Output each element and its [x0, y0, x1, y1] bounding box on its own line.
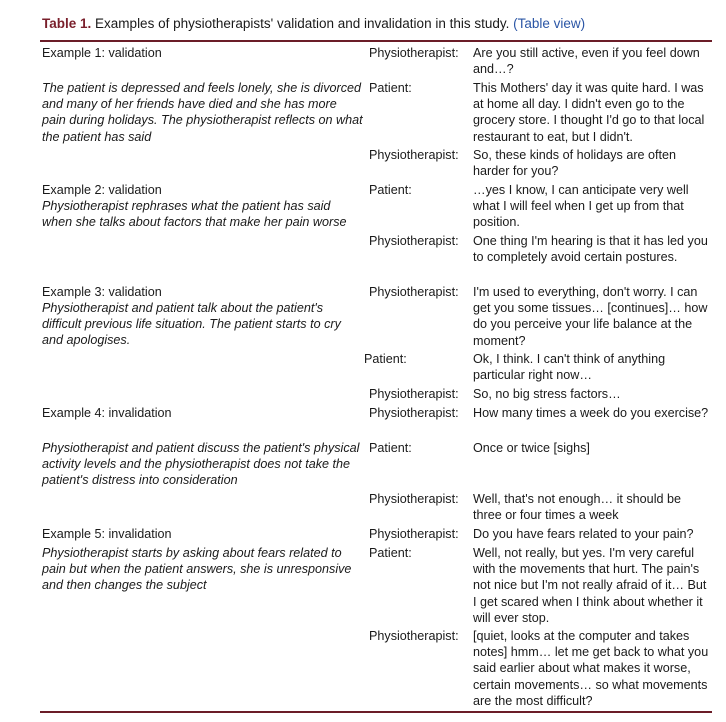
dialogue-speaker: Patient:: [369, 81, 412, 95]
example-1-title: Example 1: validation: [42, 46, 162, 60]
dialogue-speaker: Physiotherapist:: [369, 492, 459, 506]
dialogue-utterance: How many times a week do you exercise?: [473, 406, 709, 420]
dialogue-speaker: Physiotherapist:: [369, 527, 459, 541]
dialogue-utterance: Are you still active, even if you feel down and…?: [473, 46, 700, 77]
example-1-description: The patient is depressed and feels lonely, she is divorced and many of her friends have died and she has more pain during holidays. The physiotherapist reflects on what the patient has said: [42, 81, 363, 144]
dialogue-utterance: So, these kinds of holidays are often harder for you?: [473, 148, 677, 179]
table-caption-text: Examples of physiotherapists' validation and invalidation in this study.: [95, 16, 510, 31]
example-4-title: Example 4: invalidation: [42, 406, 172, 420]
dialogue-speaker: Patient:: [369, 183, 412, 197]
dialogue-utterance: Ok, I think. I can't think of anything particular right now…: [473, 352, 666, 383]
dialogue-speaker: Patient:: [364, 352, 407, 366]
dialogue-speaker: Physiotherapist:: [369, 148, 459, 162]
dialogue-utterance: I'm used to everything, don't worry. I can get you some tissues… [continues]… how do you perceive your life balance at the moment?: [473, 285, 708, 348]
dialogue-speaker: Physiotherapist:: [369, 629, 459, 643]
example-3-description: Physiotherapist and patient talk about the patient's difficult previous life situation. The patient starts to cry and apologises.: [42, 301, 341, 348]
dialogue-utterance: So, no big stress factors…: [473, 387, 621, 401]
table-bottom-rule: [40, 711, 712, 713]
example-3-title: Example 3: validation: [42, 285, 162, 299]
dialogue-speaker: Physiotherapist:: [369, 234, 459, 248]
dialogue-utterance: One thing I'm hearing is that it has led you to completely avoid certain postures.: [473, 234, 708, 265]
dialogue-utterance: Once or twice [sighs]: [473, 441, 590, 455]
table-label: Table 1.: [42, 16, 92, 31]
dialogue-speaker: Physiotherapist:: [369, 387, 459, 401]
example-4-description: Physiotherapist and patient discuss the patient's physical activity levels and the physiotherapist does not take the patient's distress into consideration: [42, 441, 360, 488]
dialogue-speaker: Physiotherapist:: [369, 46, 459, 60]
dialogue-utterance: [quiet, looks at the computer and takes notes] hmm… let me get back to what you said earlier about what makes it worse, certain movements… so what movements are the most difficult?: [473, 629, 709, 708]
table-top-rule: [40, 40, 712, 42]
example-2-description: Physiotherapist rephrases what the patient has said when she talks about factors that make her pain worse: [42, 199, 347, 230]
table-caption: [42, 16, 585, 31]
example-5-description: Physiotherapist starts by asking about fears related to pain but when the patient answers, she is unresponsive and then changes the subject: [42, 546, 352, 593]
table-view-link[interactable]: (Table view): [513, 16, 586, 31]
dialogue-utterance: Well, not really, but yes. I'm very careful with the movements that hurt. The pain's not nice but I'm not really afraid of it… But I get scared when I think about whether it will ever stop.: [473, 546, 707, 625]
dialogue-utterance: …yes I know, I can anticipate very well what I will feel when I get up from that position.: [473, 183, 689, 230]
example-2-title: Example 2: validation: [42, 183, 162, 197]
example-5-title: Example 5: invalidation: [42, 527, 172, 541]
dialogue-utterance: Well, that's not enough… it should be three or four times a week: [473, 492, 681, 523]
dialogue-speaker: Patient:: [369, 441, 412, 455]
dialogue-speaker: Physiotherapist:: [369, 285, 459, 299]
dialogue-speaker: Physiotherapist:: [369, 406, 459, 420]
dialogue-speaker: Patient:: [369, 546, 412, 560]
dialogue-utterance: Do you have fears related to your pain?: [473, 527, 694, 541]
dialogue-utterance: This Mothers' day it was quite hard. I was at home all day. I didn't even go to the grocery store. I thought I'd go to that local restaurant to eat, but I didn't.: [473, 81, 705, 144]
